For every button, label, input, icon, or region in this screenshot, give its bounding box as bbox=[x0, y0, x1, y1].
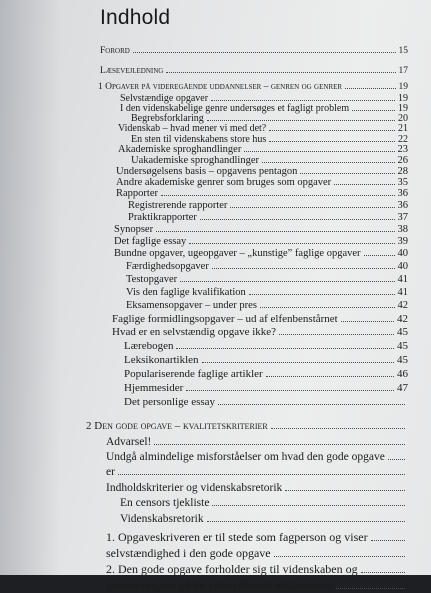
toc-entry-title: Praktikrapporter bbox=[128, 212, 197, 223]
toc-entry-title: selvstændighed i den gode opgave bbox=[106, 546, 271, 560]
toc-entry bbox=[118, 123, 408, 134]
toc-entry bbox=[86, 420, 408, 432]
toc-entry-title: 2 Den gode opgave – kvalitetskriterier bbox=[86, 420, 268, 432]
toc-entry bbox=[124, 368, 408, 380]
dot-leader bbox=[269, 130, 395, 131]
toc-entry bbox=[100, 46, 408, 56]
toc-entry-title: Læsevejledning bbox=[100, 66, 164, 76]
toc-entry bbox=[116, 166, 408, 177]
dot-leader bbox=[212, 268, 395, 269]
dot-leader bbox=[345, 88, 395, 89]
toc-entry-page: 39 bbox=[397, 236, 408, 247]
toc-entry-page: 45 bbox=[397, 340, 408, 352]
toc-entry-title: Selvstændige opgaver bbox=[120, 93, 209, 104]
toc-entry-page: 19 bbox=[398, 82, 408, 92]
dot-leader bbox=[189, 243, 394, 244]
toc-entry-title: Videnskab – hvad mener vi med det? bbox=[118, 123, 267, 134]
dot-leader bbox=[249, 294, 395, 295]
toc-entry bbox=[106, 436, 408, 448]
toc-entry bbox=[131, 155, 408, 166]
toc-entry-page: 38 bbox=[397, 224, 408, 235]
toc-entry bbox=[106, 466, 408, 478]
toc-entry bbox=[128, 212, 408, 223]
toc-entry-title: Lærebogen bbox=[124, 340, 174, 352]
toc-entry-title: Undgå almindelige misforståelser om hvad den gode opgave bbox=[106, 451, 385, 463]
dot-leader bbox=[364, 255, 395, 256]
toc-entry-page: 40 bbox=[397, 248, 408, 259]
toc-entry bbox=[100, 66, 408, 76]
dot-leader bbox=[176, 348, 394, 349]
toc-entry-title: Advarsel! bbox=[106, 436, 152, 448]
toc-entry-title: Vis den faglige kvalifikation bbox=[126, 287, 246, 298]
toc-entry bbox=[126, 274, 408, 285]
dot-leader bbox=[274, 556, 405, 557]
dot-leader bbox=[212, 505, 405, 506]
dot-leader bbox=[269, 141, 395, 142]
toc-entry-title: er bbox=[106, 466, 115, 478]
toc-entry-page: 23 bbox=[397, 144, 408, 155]
toc-entry-title: Leksikonartiklen bbox=[124, 354, 199, 366]
dot-leader bbox=[218, 404, 405, 405]
dot-leader bbox=[266, 376, 394, 377]
dot-leader bbox=[186, 390, 394, 391]
dot-leader bbox=[388, 459, 405, 460]
toc-entry-page: 35 bbox=[397, 177, 408, 188]
dot-leader bbox=[207, 521, 405, 522]
toc-entry bbox=[106, 578, 408, 593]
toc-entry-title: Eksamensopgaver – under pres bbox=[126, 300, 257, 311]
toc-entry-title: En sten til videnskabens store hus bbox=[131, 134, 267, 145]
dot-leader bbox=[260, 307, 395, 308]
toc-entry bbox=[124, 396, 408, 408]
toc-entry-title: Akademiske sproghandlinger bbox=[118, 144, 242, 155]
toc-entry-page: 17 bbox=[398, 66, 408, 76]
toc-entry-title: Færdighedsopgaver bbox=[126, 261, 209, 272]
dot-leader bbox=[361, 572, 405, 573]
toc-entry bbox=[114, 224, 408, 235]
toc-entry-title: 2. Den gode opgave forholder sig til videnskaben og bbox=[106, 562, 358, 576]
toc-entry-title: En censors tjekliste bbox=[120, 497, 210, 509]
toc-entry bbox=[126, 287, 408, 298]
toc-entry bbox=[106, 546, 408, 561]
dot-leader bbox=[262, 162, 394, 163]
toc-entry bbox=[106, 562, 408, 577]
toc-entry bbox=[106, 530, 408, 545]
toc-entry-page: 22 bbox=[398, 134, 408, 145]
toc-entry-page: 28 bbox=[397, 166, 408, 177]
dot-leader bbox=[180, 281, 394, 282]
toc-entry-title: Forord bbox=[100, 46, 130, 56]
toc-entry-title: Testopgaver bbox=[126, 274, 178, 285]
toc-entry-page: 42 bbox=[397, 300, 408, 311]
dot-leader bbox=[202, 362, 394, 363]
dot-leader bbox=[371, 540, 405, 541]
dot-leader bbox=[156, 231, 394, 232]
toc-entry-title: Hjemmesider bbox=[124, 382, 184, 394]
toc-entry-title: Hvad er en selvstændig opgave ikke? bbox=[112, 326, 277, 338]
dot-leader bbox=[300, 173, 394, 174]
toc-entry-page: 47 bbox=[397, 382, 408, 394]
toc-entry-page: 41 bbox=[397, 274, 408, 285]
dot-leader bbox=[118, 474, 405, 475]
toc-entry-title: Faglige formidlingsopgaver – ud af elfenbenstårnet bbox=[112, 313, 338, 325]
toc-entry-title: Videnskabsretorik bbox=[120, 513, 204, 525]
dot-leader bbox=[166, 72, 395, 73]
toc-entry bbox=[112, 326, 408, 338]
toc-entry-page: 45 bbox=[397, 354, 408, 366]
toc-entry-title: Indholdskriterier og videnskabsretorik bbox=[106, 482, 283, 494]
toc-entry bbox=[106, 482, 408, 494]
toc-entry bbox=[124, 340, 408, 352]
dot-leader bbox=[334, 184, 394, 185]
toc-entry-page: 26 bbox=[397, 155, 408, 166]
toc-entry-page: 45 bbox=[397, 326, 408, 338]
dot-leader bbox=[211, 100, 395, 101]
toc-entry-title: Undersøgelsens basis – opgavens pentagon bbox=[116, 166, 298, 177]
dot-leader bbox=[352, 110, 395, 111]
dot-leader bbox=[285, 490, 405, 491]
toc-entry-title: Populariserende faglige artikler bbox=[124, 368, 263, 380]
dot-leader bbox=[336, 588, 405, 589]
toc-entry-title: I den videnskabelige genre undersøges et fagligt problem bbox=[120, 103, 350, 114]
toc-entry-page: 19 bbox=[398, 93, 408, 104]
dot-leader bbox=[271, 428, 405, 429]
toc-entry-page: 19 bbox=[398, 103, 408, 114]
toc-entry-page: 15 bbox=[398, 46, 408, 56]
dot-leader bbox=[207, 120, 395, 121]
toc-entry-page: 21 bbox=[398, 123, 408, 134]
toc-entry-page: 36 bbox=[397, 200, 408, 211]
toc-entry bbox=[106, 451, 408, 463]
toc-entry-title: 1. Opgaveskriveren er til stede som fagperson og viser bbox=[106, 530, 368, 544]
toc-entry-page: 40 bbox=[397, 261, 408, 272]
toc-entry bbox=[126, 300, 408, 311]
toc-entry-page: 20 bbox=[398, 113, 408, 124]
toc-entry bbox=[114, 236, 408, 247]
toc-entry bbox=[114, 248, 408, 259]
toc-entry bbox=[120, 513, 408, 525]
toc-entry-title: Andre akademiske genrer som bruges som opgaver bbox=[116, 177, 332, 188]
toc-entry-title: Synopser bbox=[114, 224, 154, 235]
toc-entry bbox=[116, 177, 408, 188]
toc-entry bbox=[112, 313, 408, 325]
toc-entry bbox=[120, 497, 408, 509]
dot-leader bbox=[154, 444, 405, 445]
toc-entry bbox=[124, 354, 408, 366]
toc-entry bbox=[126, 261, 408, 272]
toc-entry-title: Rapporter bbox=[116, 188, 158, 199]
toc-entry bbox=[128, 200, 408, 211]
toc-entry-page: 46 bbox=[397, 368, 408, 380]
toc-entry-title: Det personlige essay bbox=[124, 396, 216, 408]
toc-entry-title: Begrebsforklaring bbox=[131, 113, 204, 124]
toc-entry-title: genren opgave på de videregående uddannelser bbox=[106, 578, 333, 592]
toc-entry-page: 42 bbox=[397, 313, 408, 325]
toc-entry-title: Bundne opgaver, ugeopgaver – „kunstige” faglige opgaver bbox=[114, 248, 361, 259]
toc-entry-title: Det faglige essay bbox=[114, 236, 187, 247]
dot-leader bbox=[161, 195, 395, 196]
dot-leader bbox=[200, 219, 395, 220]
page-title: Indhold bbox=[100, 6, 171, 29]
toc-entry-title: Registrerende rapporter bbox=[128, 200, 228, 211]
toc-entry-title: 1 Opgaver på videregående uddannelser – genren og genrer bbox=[98, 82, 343, 92]
toc-entry-title: Uakademiske sproghandlinger bbox=[131, 155, 260, 166]
dot-leader bbox=[279, 334, 394, 335]
toc-entry-page: 36 bbox=[397, 188, 408, 199]
toc-entry bbox=[116, 188, 408, 199]
dot-leader bbox=[341, 321, 394, 322]
dot-leader bbox=[230, 207, 394, 208]
dot-leader bbox=[133, 52, 396, 53]
toc-entry bbox=[118, 144, 408, 155]
toc-entry-page: 37 bbox=[397, 212, 408, 223]
toc-entry bbox=[98, 82, 408, 92]
toc-entry-page: 41 bbox=[397, 287, 408, 298]
toc-entry bbox=[124, 382, 408, 394]
dot-leader bbox=[244, 151, 394, 152]
